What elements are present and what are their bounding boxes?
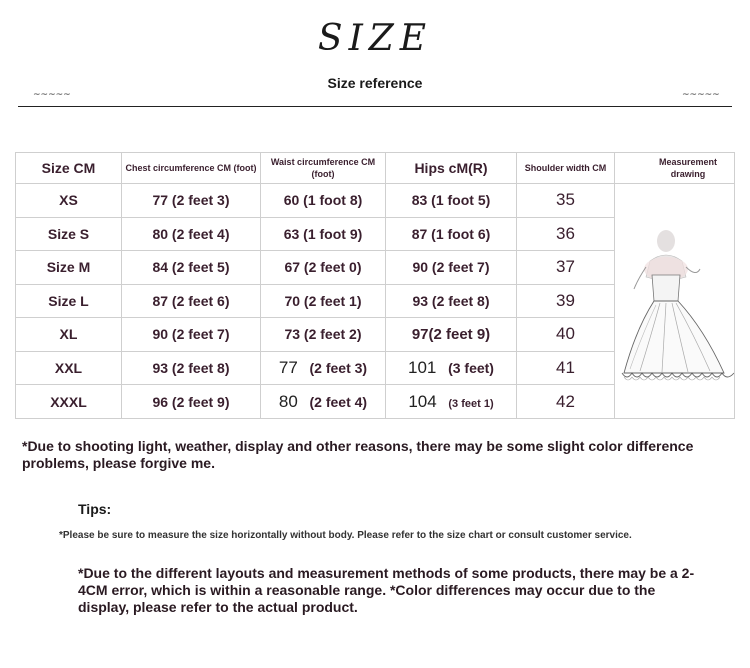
size-chart-table bbox=[15, 152, 735, 419]
cell-shoulder: 42 bbox=[517, 385, 615, 419]
cell-size: Size L bbox=[16, 284, 122, 318]
table-header-row bbox=[16, 153, 735, 184]
measurement-drawing-cell bbox=[615, 184, 735, 419]
header-hips: Hips cM(R) bbox=[386, 153, 517, 184]
cell-size: XS bbox=[16, 184, 122, 218]
waist-number: 77 bbox=[278, 358, 298, 377]
color-difference-note: *Due to shooting light, weather, display and other reasons, there may be some slight color difference problems, please forgive me. bbox=[22, 438, 694, 471]
measurement-error-note: *Due to the different layouts and measurement methods of some products, there may be a 2-4CM error, which is within a reasonable range. *Color differences may occur due to the display, please refer to the actual product. bbox=[78, 565, 695, 615]
cell-waist: 73 (2 feet 2) bbox=[261, 318, 386, 352]
hips-feet: (3 feet) bbox=[448, 360, 494, 376]
header-waist: Waist circumference CM (foot) bbox=[261, 153, 386, 184]
cell-waist bbox=[261, 351, 386, 385]
cell-size: Size M bbox=[16, 251, 122, 285]
cell-chest: 96 (2 feet 9) bbox=[122, 385, 261, 419]
cell-hips bbox=[386, 351, 517, 385]
header-chest: Chest circumference CM (foot) bbox=[122, 153, 261, 184]
cell-chest: 77 (2 feet 3) bbox=[122, 184, 261, 218]
dress-drawing-icon bbox=[616, 209, 734, 389]
cell-size: XL bbox=[16, 318, 122, 352]
cell-chest: 80 (2 feet 4) bbox=[122, 217, 261, 251]
waist-feet: (2 feet 3) bbox=[309, 360, 368, 376]
tips-measure-note: *Please be sure to measure the size horizontally without body. Please refer to the size chart or consult customer service. bbox=[59, 530, 632, 541]
decorative-wave-left: ~~~~~ bbox=[33, 90, 71, 100]
hips-feet: (3 feet 1) bbox=[448, 397, 494, 410]
cell-hips bbox=[386, 385, 517, 419]
cell-hips: 87 (1 foot 6) bbox=[386, 217, 517, 251]
cell-chest: 93 (2 feet 8) bbox=[122, 351, 261, 385]
cell-chest: 90 (2 feet 7) bbox=[122, 318, 261, 352]
cell-size: Size S bbox=[16, 217, 122, 251]
cell-shoulder: 37 bbox=[517, 251, 615, 285]
cell-size: XXL bbox=[16, 351, 122, 385]
cell-shoulder: 39 bbox=[517, 284, 615, 318]
cell-waist: 67 (2 feet 0) bbox=[261, 251, 386, 285]
cell-waist: 70 (2 feet 1) bbox=[261, 284, 386, 318]
cell-shoulder: 41 bbox=[517, 351, 615, 385]
waist-number: 80 bbox=[278, 391, 298, 411]
cell-shoulder: 40 bbox=[517, 318, 615, 352]
header-size: Size CM bbox=[16, 153, 122, 184]
cell-waist: 63 (1 foot 9) bbox=[261, 217, 386, 251]
cell-hips: 97(2 feet 9) bbox=[386, 318, 517, 352]
cell-hips: 93 (2 feet 8) bbox=[386, 284, 517, 318]
cell-size: XXXL bbox=[16, 385, 122, 419]
waist-feet: (2 feet 4) bbox=[309, 393, 368, 410]
header-shoulder: Shoulder width CM bbox=[517, 153, 615, 184]
cell-shoulder: 36 bbox=[517, 217, 615, 251]
cell-chest: 87 (2 feet 6) bbox=[122, 284, 261, 318]
hips-number: 104 bbox=[408, 391, 437, 411]
cell-hips: 90 (2 feet 7) bbox=[386, 251, 517, 285]
tips-heading: Tips: bbox=[78, 501, 112, 517]
cell-chest: 84 (2 feet 5) bbox=[122, 251, 261, 285]
cell-waist: 60 (1 foot 8) bbox=[261, 184, 386, 218]
decorative-wave-right: ~~~~~ bbox=[682, 90, 720, 100]
header-divider bbox=[18, 106, 732, 107]
header-drawing: Measurement drawing bbox=[615, 153, 735, 184]
cell-waist bbox=[261, 385, 386, 419]
page-subtitle: Size reference bbox=[327, 75, 423, 91]
cell-hips: 83 (1 foot 5) bbox=[386, 184, 517, 218]
cell-shoulder: 35 bbox=[517, 184, 615, 218]
hips-number: 101 bbox=[408, 358, 437, 377]
table-row bbox=[16, 184, 735, 218]
page-title: SIZE bbox=[317, 18, 433, 59]
